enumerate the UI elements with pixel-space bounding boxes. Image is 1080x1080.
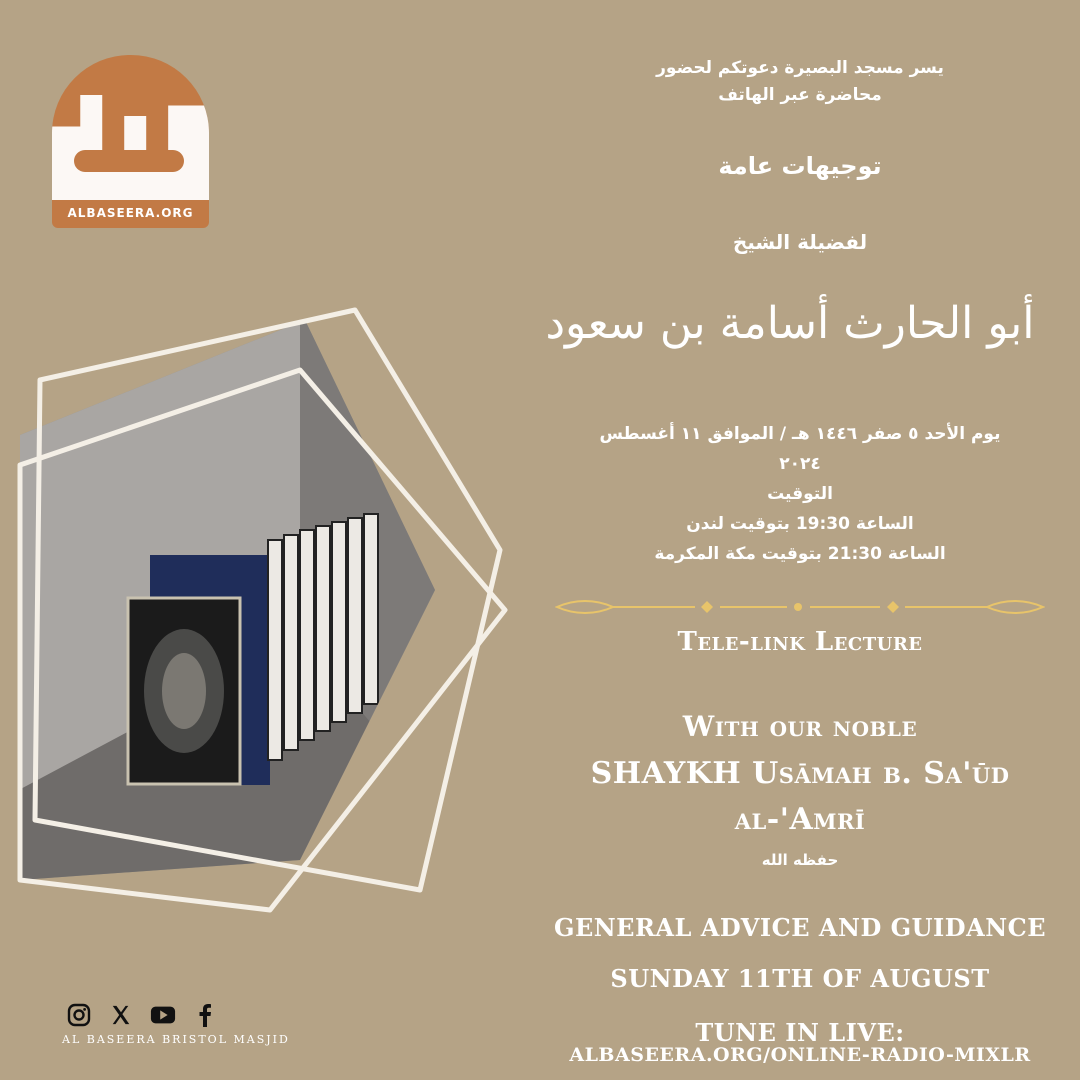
timing-label: التوقيت: [767, 484, 833, 504]
time-london: الساعة 19:30 بتوقيت لندن: [686, 514, 914, 534]
footer-label: AL BASEERA BRISTOL MASJID: [62, 1033, 290, 1046]
radio-url[interactable]: ALBASEERA.ORG/ONLINE-RADIO-MIXLR: [569, 1044, 1031, 1066]
youtube-icon[interactable]: [150, 1002, 176, 1028]
invite-line-2: محاضرة عبر الهاتف: [718, 85, 882, 105]
quran-photo: [0, 280, 540, 920]
shaykh-name-line-2: al-'Amrī: [734, 802, 866, 837]
social-icons: [66, 1002, 218, 1028]
english-title: Tele-link Lecture: [677, 627, 923, 657]
with-our-noble: With our noble: [682, 710, 918, 743]
gold-divider: [555, 597, 1045, 617]
instagram-icon[interactable]: [66, 1002, 92, 1028]
invite-line-1: يسر مسجد البصيرة دعوتكم لحضور: [656, 58, 944, 78]
shaykh-name-calligraphy: أبو الحارث أسامة بن سعود: [545, 298, 1035, 349]
english-date: SUNDAY 11TH OF AUGUST: [610, 964, 990, 993]
logo-label: ALBASEERA.ORG: [67, 206, 194, 220]
english-topic: GENERAL ADVICE AND GUIDANCE: [553, 913, 1047, 942]
arabic-topic: توجيهات عامة: [718, 152, 882, 180]
shaykh-name-line-1: SHAYKH Usāmah b. Sa'ūd: [590, 756, 1010, 791]
facebook-icon[interactable]: [192, 1002, 218, 1028]
arabic-by-shaykh: لفضيلة الشيخ: [732, 230, 868, 254]
time-makkah: الساعة 21:30 بتوقيت مكة المكرمة: [654, 544, 946, 564]
date-line-2: ٢٠٢٤: [779, 454, 821, 474]
date-line-1: يوم الأحد ٥ صفر ١٤٤٦ هـ / الموافق ١١ أغسطس: [599, 424, 1001, 444]
tune-in-label: TUNE IN LIVE:: [695, 1018, 905, 1047]
hafidhahullah: حفظه الله: [761, 851, 839, 869]
x-icon[interactable]: [108, 1002, 134, 1028]
logo-calligraphy: [52, 95, 209, 200]
albaseera-logo: [52, 55, 209, 228]
